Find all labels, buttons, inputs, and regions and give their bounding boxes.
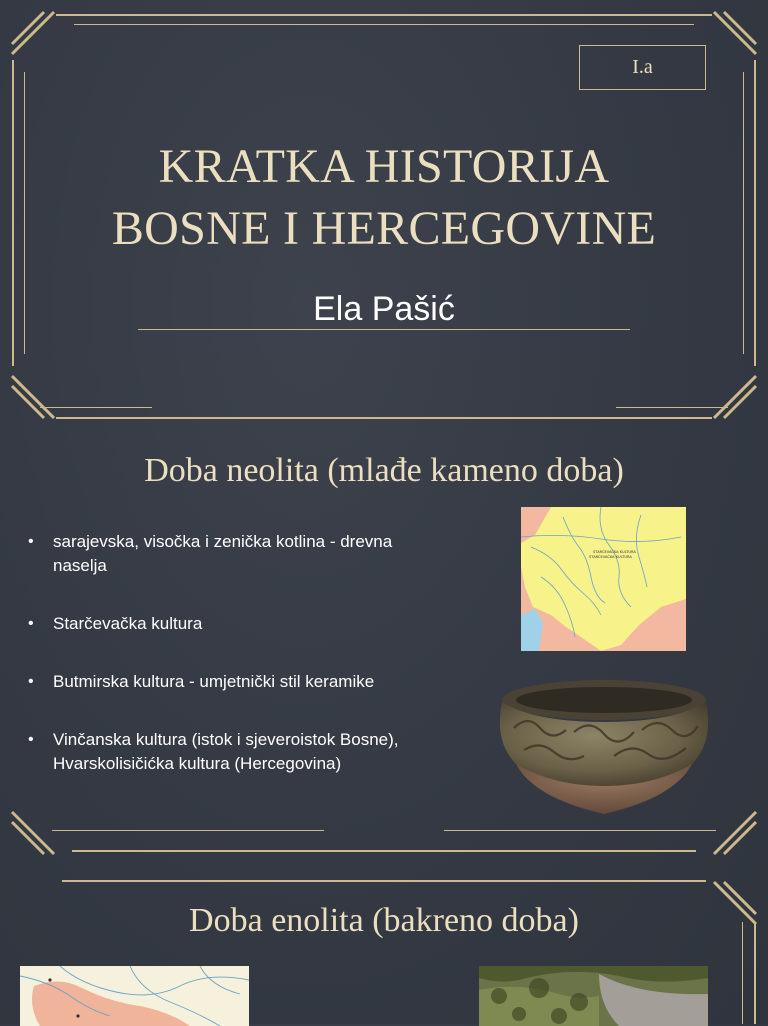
neolithic-map-image <box>521 507 686 651</box>
list-item-line: Starčevačka kultura <box>53 614 203 633</box>
list-item <box>28 728 468 776</box>
presentation-title <box>0 136 768 260</box>
divider-line-right <box>444 830 716 831</box>
list-item-line: sarajevska, visočka i zenička kotlina - drevna <box>53 532 393 551</box>
author-name: Ela Pašić <box>313 290 455 328</box>
title-line-2: BOSNE I HERCEGOVINE <box>111 202 657 255</box>
map-drawing <box>521 507 686 651</box>
photo-drawing <box>479 966 708 1026</box>
list-item <box>28 612 468 636</box>
corner-ornament-top-right <box>712 10 758 56</box>
corner-ornament-bottom-left <box>10 810 56 856</box>
divider-line-left <box>52 830 324 831</box>
list-item-line: Hvarskolisičićka kultura (Hercegovina) <box>53 754 342 773</box>
section-title: Doba enolita (bakreno doba) <box>189 902 579 939</box>
list-item-line: naselja <box>53 556 107 575</box>
frame-bottom-line-left <box>40 407 152 408</box>
bullet-dot: • <box>28 673 34 690</box>
bullet-dot: • <box>28 533 34 550</box>
bullet-dot: • <box>28 731 34 748</box>
corner-ornament-bottom-left <box>10 374 56 420</box>
list-item-line: Vinčanska kultura (istok i sjeveroistok Bosne), <box>53 730 399 749</box>
slide-divider <box>0 808 768 888</box>
list-item <box>28 670 468 694</box>
title-line-1: KRATKA HISTORIJA <box>158 140 610 193</box>
bullet-dot: • <box>28 615 34 632</box>
list-item <box>28 530 468 578</box>
map-label: STARČEVAČKA KULTURA <box>589 555 632 559</box>
list-item-line: Butmirska kultura - umjetnički stil keramike <box>53 672 375 691</box>
copper-age-map-image <box>20 966 249 1026</box>
frame-bottom-line <box>56 417 712 419</box>
corner-ornament-bottom-right <box>712 810 758 856</box>
title-slide <box>0 0 768 420</box>
map-label: STARČEVAČKA KULTURA <box>593 550 636 554</box>
pottery-bowl-image <box>494 678 714 818</box>
corner-ornament-bottom-right <box>712 374 758 420</box>
author-underline <box>138 329 630 330</box>
map-drawing <box>20 966 249 1026</box>
corner-ornament-top-left <box>10 10 56 56</box>
slide-number-badge: I.a <box>579 45 706 90</box>
frame-top-line <box>56 14 712 16</box>
frame-top-line-inner <box>74 24 694 25</box>
pottery-drawing <box>494 678 714 818</box>
copper-age-photo <box>479 966 708 1026</box>
bullet-list <box>28 530 468 810</box>
divider-line-bottom <box>72 850 696 852</box>
section-title: Doba neolita (mlađe kameno doba) <box>144 452 624 489</box>
